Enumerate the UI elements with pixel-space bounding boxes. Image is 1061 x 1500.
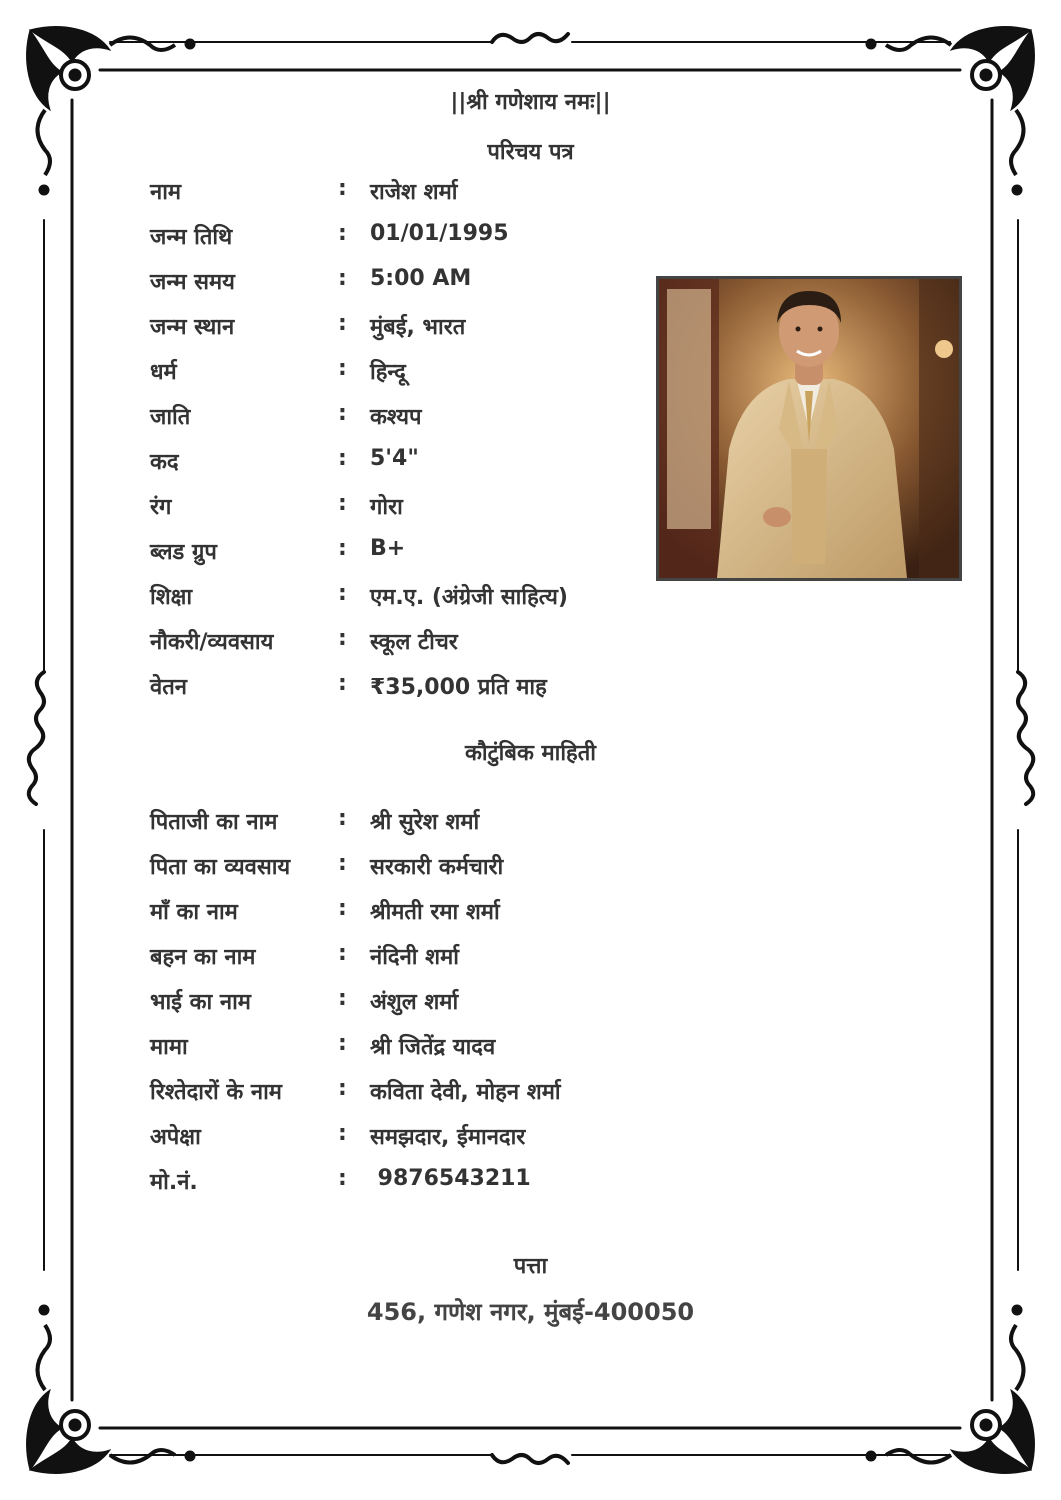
family-row-relatives	[150, 1076, 630, 1106]
family-row-father-occupation	[150, 851, 630, 881]
detail-row-birth-time	[150, 266, 630, 296]
family-row-father-name	[150, 806, 630, 836]
separator: :	[338, 491, 347, 516]
separator: :	[338, 266, 347, 291]
separator: :	[338, 1121, 347, 1146]
detail-label: रंग	[150, 495, 172, 520]
page-title: परिचय पत्र	[487, 140, 574, 165]
detail-label: जन्म स्थान	[150, 315, 235, 340]
detail-row-blood-group	[150, 536, 630, 566]
separator: :	[338, 311, 347, 336]
separator: :	[338, 356, 347, 381]
separator: :	[338, 1166, 347, 1191]
separator: :	[338, 401, 347, 426]
detail-value: 5'4"	[370, 446, 419, 471]
family-row-maternal-uncle	[150, 1031, 630, 1061]
detail-label: जाति	[150, 405, 191, 430]
detail-label: भाई का नाम	[150, 990, 251, 1015]
separator: :	[338, 986, 347, 1011]
address-text: 456, गणेश नगर, मुंबई-400050	[366, 1298, 695, 1326]
detail-row-complexion	[150, 491, 630, 521]
detail-value: 9876543211	[370, 1166, 531, 1191]
detail-label: कद	[150, 450, 179, 475]
detail-label: नाम	[150, 180, 182, 205]
separator: :	[338, 806, 347, 831]
detail-value: 5:00 AM	[370, 266, 472, 291]
separator: :	[338, 581, 347, 606]
detail-value: अंशुल शर्मा	[370, 990, 459, 1015]
detail-label: वेतन	[150, 675, 187, 700]
family-row-mobile	[150, 1166, 630, 1196]
separator: :	[338, 446, 347, 471]
family-row-sister-name	[150, 941, 630, 971]
detail-label: शिक्षा	[150, 585, 193, 610]
detail-label: पिता का व्यवसाय	[150, 855, 291, 880]
separator: :	[338, 626, 347, 651]
detail-label: नौकरी/व्यवसाय	[150, 630, 274, 655]
detail-label: मामा	[150, 1035, 188, 1060]
detail-row-name	[150, 176, 630, 206]
detail-value: हिन्दू	[370, 360, 406, 385]
detail-row-dob	[150, 221, 630, 251]
profile-photo	[656, 276, 962, 581]
detail-value: B+	[370, 536, 406, 561]
invocation-heading: ||श्री गणेशाय नमः||	[450, 90, 611, 115]
separator: :	[338, 1076, 347, 1101]
detail-label: जन्म तिथि	[150, 225, 233, 250]
separator: :	[338, 851, 347, 876]
detail-label: पिताजी का नाम	[150, 810, 278, 835]
detail-value: मुंबई, भारत	[370, 315, 466, 340]
detail-value: राजेश शर्मा	[370, 180, 458, 205]
detail-value: कश्यप	[370, 405, 422, 430]
detail-value: कविता देवी, मोहन शर्मा	[370, 1080, 561, 1105]
detail-row-birth-place	[150, 311, 630, 341]
detail-value: एम.ए. (अंग्रेजी साहित्य)	[370, 585, 568, 610]
detail-label: अपेक्षा	[150, 1125, 201, 1150]
detail-label: मो.नं.	[150, 1170, 198, 1195]
detail-label: जन्म समय	[150, 270, 235, 295]
detail-value: ₹35,000 प्रति माह	[370, 675, 547, 700]
separator: :	[338, 221, 347, 246]
separator: :	[338, 176, 347, 201]
detail-value: सरकारी कर्मचारी	[370, 855, 504, 880]
family-row-mother-name	[150, 896, 630, 926]
detail-row-education	[150, 581, 630, 611]
detail-value: श्री सुरेश शर्मा	[370, 810, 480, 835]
detail-row-height	[150, 446, 630, 476]
detail-value: 01/01/1995	[370, 221, 509, 246]
detail-label: ब्लड ग्रुप	[150, 540, 217, 565]
detail-row-religion	[150, 356, 630, 386]
detail-value: गोरा	[370, 495, 403, 520]
detail-value: श्री जितेंद्र यादव	[370, 1035, 496, 1060]
detail-value: स्कूल टीचर	[370, 630, 458, 655]
detail-label: बहन का नाम	[150, 945, 256, 970]
address-title: पत्ता	[513, 1254, 548, 1279]
detail-label: माँ का नाम	[150, 900, 238, 925]
separator: :	[338, 671, 347, 696]
family-row-brother-name	[150, 986, 630, 1016]
separator: :	[338, 896, 347, 921]
detail-row-caste	[150, 401, 630, 431]
detail-value: श्रीमती रमा शर्मा	[370, 900, 500, 925]
separator: :	[338, 1031, 347, 1056]
separator: :	[338, 536, 347, 561]
detail-value: नंदिनी शर्मा	[370, 945, 459, 970]
detail-label: रिश्तेदारों के नाम	[150, 1080, 282, 1105]
detail-row-salary	[150, 671, 630, 701]
family-row-expectations	[150, 1121, 630, 1151]
profile-photo-illustration	[659, 279, 959, 578]
detail-value: समझदार, ईमानदार	[370, 1125, 526, 1150]
family-section-title: कौटुंबिक माहिती	[465, 741, 596, 766]
detail-row-occupation	[150, 626, 630, 656]
separator: :	[338, 941, 347, 966]
detail-label: धर्म	[150, 360, 177, 385]
